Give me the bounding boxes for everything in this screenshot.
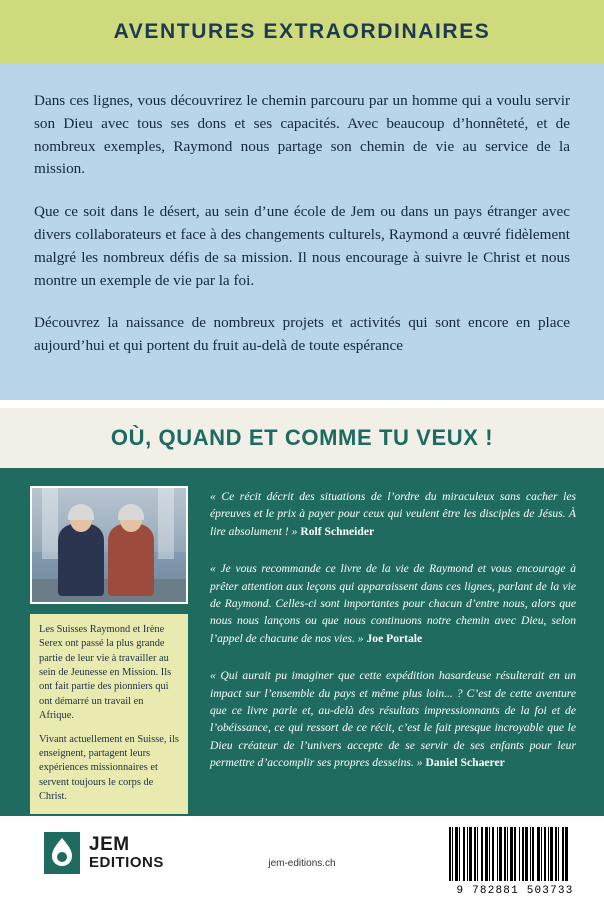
divider-white (0, 400, 604, 408)
author-bio-paragraph-1: Les Suisses Raymond et Irène Serex ont passé la plus grande partie de leur vie à travailler au sein de Jeunesse en Mission. Ils ont fait partie des pionniers qui ont démarré un travail en Afrique. (39, 624, 172, 722)
footer (0, 816, 604, 908)
quote-2-text: « Je vous recommande ce livre de la vie de Raymond et vous encourage à prêter attention aux leçons qui apparaissent dans ces lignes, parlant de la vie de Raymond. Celles-ci sont importantes pour chacun d’entre nous, alors que nous nous lançons ou que nous continuons notre chemin avec Dieu, selon l’appel de chacune de nos vies. » (210, 562, 576, 645)
endorsements-section (0, 468, 604, 816)
quote-1-text: « Ce récit décrit des situations de l’ordre du miraculeux sans cacher les épreuves et le prix à payer pour ceux qui veulent être les disciples de Jésus. À lire absolument ! » (210, 490, 576, 538)
author-photo (30, 486, 188, 604)
subtitle-text: OÙ, QUAND ET COMME TU VEUX ! (110, 425, 494, 450)
quote-3-text: « Qui aurait pu imaginer que cette expédition hasardeuse résulterait en un impact sur l’ensemble du pays et même plus loin... ? C’est de cette aventure que ce livre parle et, au-delà des résultats impressionnants de la foi et de l’obéissance, ce qui ressort de ce récit, c’est le fait presque incroyable que le Dieu créateur de l’univers accepte de se servir de ses enfants pour leur permettre d’accomplir ses propres desseins. » (210, 669, 576, 770)
barcode (440, 822, 590, 902)
title-band (0, 0, 604, 64)
author-bio-box (30, 614, 188, 814)
blurb-paragraph-1: Dans ces lignes, vous découvrirez le chemin parcouru par un homme qui a voulu servir son Dieu avec tous ses dons et ses capacités. Avec beaucoup d’honnêteté, et de nombreux exemples, Raymond nous partage son chemin de vie au service de la mission. (34, 92, 570, 178)
page-title: AVENTURES EXTRAORDINAIRES (113, 20, 491, 43)
quote-1 (210, 488, 576, 540)
blurb-paragraph-2: Que ce soit dans le désert, au sein d’une école de Jem ou dans un pays étranger avec divers collaborateurs et face à des changements culturels, Raymond a œuvré fidèlement malgré les nombreux défis de sa mission. Il nous encourage à suivre le Christ et nous montre un exemple de vie par la foi. (34, 203, 570, 289)
blurb-paragraph-3: Découvrez la naissance de nombreux projets et activités qui sont encore en place aujourd’hui et qui portent du fruit au-delà de toute espérance (34, 314, 570, 355)
blurb-section (0, 64, 604, 400)
author-bio-paragraph-2: Vivant actuellement en Suisse, ils enseignent, partagent leurs expériences missionnaires et servent toujours le corps de Christ. (39, 733, 179, 802)
quote-2-author: Joe Portale (366, 631, 423, 645)
barcode-bars (449, 827, 581, 881)
publisher-line-1: JEM (89, 834, 130, 856)
quote-2 (210, 560, 576, 647)
subtitle-band (0, 408, 604, 468)
quote-3-author: Daniel Schaerer (425, 756, 505, 770)
quote-1-author: Rolf Schneider (300, 524, 375, 538)
publisher-line-2: EDITIONS (89, 854, 164, 872)
quotes-column (210, 488, 576, 791)
barcode-number: 9 782881 503733 (456, 885, 574, 897)
quote-3 (210, 667, 576, 771)
author-column (30, 486, 188, 814)
website-url: jem-editions.ch (268, 858, 336, 869)
